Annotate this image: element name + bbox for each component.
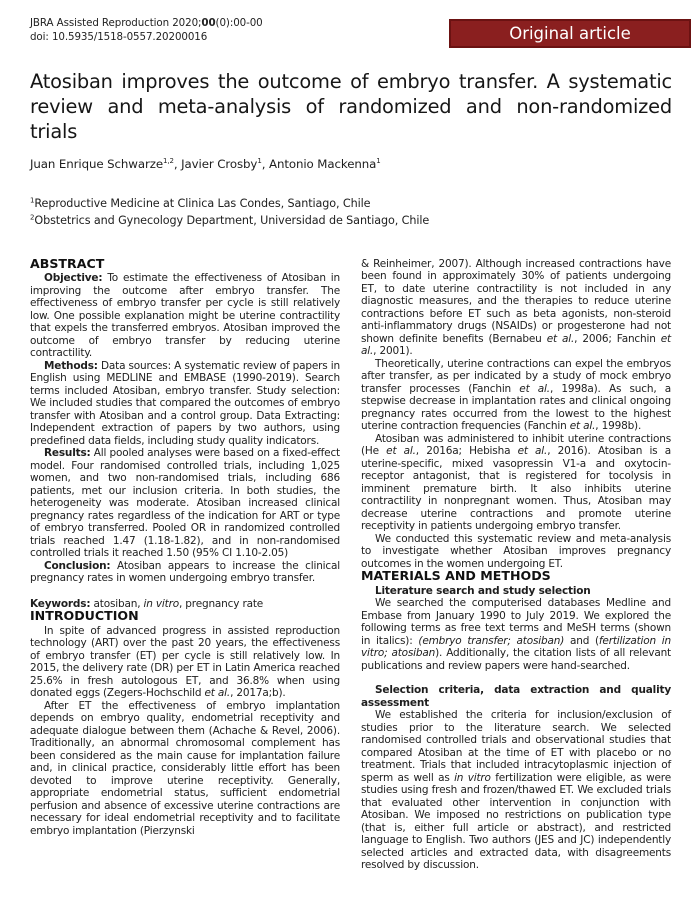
paragraph: In spite of advanced progress in assisted reproduction technology (ART) over the past 20 years, the effectiveness of embryo transfer (ET) per cycle is still relatively low. In 2015, the delivery rate (DR) per ET in Latin America reached 25.6% in fresh autologous ET, and 36.8% when using donated eggs (Zegers-Hochschild et al., 2017a;b). xyxy=(30,624,340,700)
materials-methods-heading: MATERIALS AND METHODS xyxy=(361,568,551,584)
paragraph: After ET the effectiveness of embryo implantation depends on embryo quality, endometrial receptivity and adequate dialogue between them (Achache & Revel, 2006). Traditionally, an abnormal chromosomal complement has been considered as the main cause for implantation failure and, in clinical practice, considerably little effort has been devoted to improve uterine receptivity. Generally, appropriate endometrial status, sufficient endometrial perfusion and absence of excessive uterine contractions are necessary for ideal endometrial receptivity and to facilitate embryo implantation (Pierzynski xyxy=(30,699,340,837)
affiliation-1: $^1$Reproductive Medicine at Clinica Las Condes, Santiago, Chile xyxy=(30,196,371,211)
introduction-heading: INTRODUCTION xyxy=(30,608,139,624)
paragraph: Conclusion: Atosiban appears to increase the clinical pregnancy rates in women undergoing embryo transfer. xyxy=(30,559,340,585)
paragraph: Atosiban was administered to inhibit uterine contractions (He et al., 2016a; Hebisha et al., 2016). Atosiban is a uterine-specific, mixed vasopressin V1-a and oxytocin-receptor antagonist, that is registered for tocolysis in imminent premature birth. It also inhibits uterine contractility in nonpregnant women. Thus, Atosiban may decrease uterine contractions and promote uterine receptivity in patients undergoing embryo transfer. xyxy=(361,432,671,533)
paragraph: We established the criteria for inclusion/exclusion of studies prior to the literature search. We selected randomised controlled trials and observational studies that compared Atosiban at the time of ET with placebo or no treatment. Trials that included intracytoplasmic injection of sperm as well as in vitro fertilization were eligible, as were studies using fresh and frozen/thawed ET. We excluded trials that evaluated other intervention in conjunction with Atosiban. We imposed no restrictions on publication type (that is, either full article or abstract), and restricted language to English. Two authors (JES and JC) independently selected articles and extracted data, with disagreements resolved by discussion. xyxy=(361,709,671,872)
subheading-selection-criteria: Selection criteria, data extraction and quality assessment xyxy=(361,684,671,709)
affiliations xyxy=(30,196,672,228)
paragraph: & Reinheimer, 2007). Although increased contractions have been found in approximately 30% of patients undergoing ET, to date uterine contractility is not included in any diagnostic measures, and the therapies to reduce uterine contractions before ET such as beta agonists, non-steroid anti-inflammatory drugs (NSAIDs) or progesterone had not shown definite benefits (Bernabeu et al., 2006; Fanchin et al., 2001). xyxy=(361,257,671,358)
article-body xyxy=(30,255,672,872)
introduction-paragraphs xyxy=(30,625,340,838)
affiliation-2: $^2$Obstetrics and Gynecology Department, Universidad de Santiago, Chile xyxy=(30,212,430,227)
subheading-literature-search: Literature search and study selection xyxy=(375,584,591,597)
left-column xyxy=(30,255,340,872)
authors-line: Juan Enrique Schwarze$^{1,2}$, Javier Crosby$^1$, Antonio Mackenna$^1$ xyxy=(30,157,381,172)
abstract-heading: ABSTRACT xyxy=(30,255,105,271)
paragraph: Theoretically, uterine contractions can expel the embryos after transfer, as per indicated by a study of mock embryo transfer processes (Fanchin et al., 1998a). As such, a stepwise decrease in implantation rates and clinical ongoing pregnancy rates occurred from the lowest to the highest uterine contraction frequencies (Fanchin et al., 1998b). xyxy=(361,357,672,433)
paragraph: Methods: Data sources: A systematic review of papers in English using MEDLINE and EMBASE (1990-2019). Search terms included Atosiban, embryo transfer. Study selection: We included studies that compared the outcomes of embryo transfer with Atosiban and a control group. Data Extracting: Independent extraction of papers by two authors, using predefined data fields, including study quality indicators. xyxy=(30,359,340,447)
article-type-badge: Original article xyxy=(449,19,691,48)
doi-line: doi: 10.5935/1518-0557.20200016 xyxy=(30,31,208,44)
paragraph: Objective: To estimate the effectiveness of Atosiban in improving the outcome after embryo transfer. The effectiveness of embryo transfer per cycle is still relatively low. One possible explanation might be uterine contractility that expels the transferred embryos. Atosiban improved the outcome of embryo transfer by reducing uterine contractility. xyxy=(30,272,340,360)
literature-search-paragraphs xyxy=(361,597,671,672)
journal-citation: JBRA Assisted Reproduction 2020;00(0):00-00 xyxy=(30,17,263,29)
article-title: Atosiban improves the outcome of embryo transfer. A systematic review and meta-analysis of randomized and non-randomized trials xyxy=(30,69,672,144)
selection-criteria-paragraphs xyxy=(361,709,671,872)
keywords-line: Keywords: atosiban, in vitro, pregnancy rate xyxy=(30,597,264,610)
introduction-continued-paragraphs xyxy=(361,258,671,571)
abstract-paragraphs xyxy=(30,272,340,585)
paragraph: Results: All pooled analyses were based on a fixed-effect model. Four randomised controlled trials, including 1,025 women, and two non-randomised trials, including 686 patients, met our inclusion criteria. In both studies, the heterogeneity was moderate. Atosiban increased clinical pregnancy rates regardless of the indication for ART or type of embryo transferred. Pooled OR in randomized controlled trials reached 1.47 (1.18-1.82), and in non-randomised controlled trials it reached 1.50 (95% CI 1.10-2.05) xyxy=(30,447,340,560)
paragraph: We conducted this systematic review and meta-analysis to investigate whether Atosiban improves pregnancy outcomes in the women undergoing ET. xyxy=(361,532,671,570)
paragraph: We searched the computerised databases Medline and Embase from January 1990 to July 2019. We explored the following terms as free text terms and MeSH terms (shown in italics): (embryo transfer; atosiban) and (fertilization in vitro; atosiban). Additionally, the citation lists of all relevant publications and review papers were hand-searched. xyxy=(361,597,671,672)
right-column xyxy=(361,258,671,872)
